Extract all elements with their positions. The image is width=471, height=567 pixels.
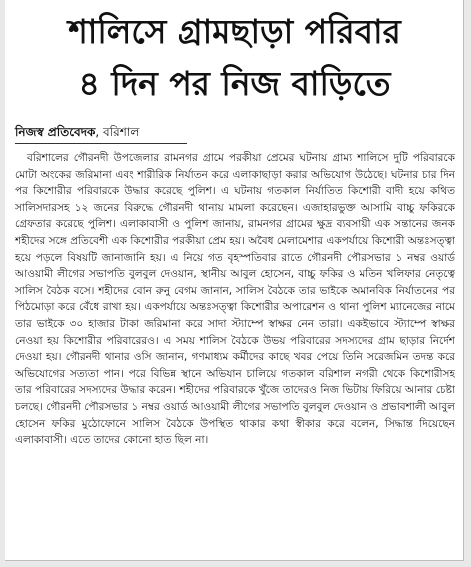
headline-line-2: ৪ দিন পর নিজ বাড়িতে [78,64,391,103]
byline-underline [15,143,187,144]
article-body: বরিশালের গৌরনদী উপজেলার রামনগর গ্রামে পরকীয়া প্রেমের ঘটনায় গ্রাম্য শালিসে দুটি পরিবারকে মোটা অংকের জরিমানা এবং শারীরিক নির্যাতন করে এলাকাছাড়া করার অভিযোগ উঠেছে। ঘটনার চার দিন পর কিশোরীর পরিবারকে উদ্ধার করেছে পুলিশ। এ ঘটনায় গতকাল নির্যাতিত কিশোরী বাদী হয়ে কথিত সালিসদারসহ ১২ জনের বিরুদ্ধে গৌরনদী থানায় মামলা করেছেন। এজাহারভুক্ত আসামি বাচ্চু ফকিরকে গ্রেফতার করেছে পুলিশ। এলাকাবাসী ও পুলিশ জানায়, রামনগর গ্রামের ক্ষুদ্র ব্যবসায়ী এক সন্তানের জনক শহীদের সঙ্গে প্রতিবেশী এক কিশোরীর পরকীয়া প্রেম হয়। অবৈধ মেলামেশার একপর্যায়ে কিশোরী অন্তঃসত্ত্বা হয়ে পড়লে বিষয়টি জানাজানি হয়। এ নিয়ে গত বৃহস্পতিবার রাতে গৌরনদী পৌরসভার ১ নম্বর ওয়ার্ড আওয়ামী লীগের সভাপতি বুলবুল দেওয়ান, স্থানীয় আবুল হোসেন, বাচ্চু ফকির ও মতিন খলিফার নেতৃত্বে সালিস বৈঠক বসে। শহীদের বোন রুনু বেগম জানান, সালিস বৈঠকে তার ভাইকে অমানবিক নির্যাতনের পর পিঠমোড়া করে বেঁধে রাখা হয়। একপর্যায়ে অন্তঃসত্ত্বা কিশোরীর অপারেশন ও থানা পুলিশ ম্যানেজের নামে তার ভাইকে ৩০ হাজার টাকা জরিমানা করে সাদা স্ট্যাম্পে স্বাক্ষর নেন তারা। একইভাবে স্ট্যাম্পে স্বাক্ষর নেওয়া হয় কিশোরীর পরিবারেরও। এ সময় শালিস বৈঠকে উভয় পরিবারের সদস্যদের গ্রাম ছাড়ার নির্দেশ দেওয়া হয়। গৌরনদী থানার ওসি জানান, গণমাধ্যম কর্মীদের কাছে খবর পেয়ে তিনি সরেজমিন তদন্ত করে অভিযোগের সত্যতা পান। পরে বিভিন্ন স্থানে অভিযান চালিয়ে গতকাল বরিশাল নগরী থেকে কিশোরীসহ তার পরিবারের সদস্যদের উদ্ধার করেন। শহীদের পরিবারকে খুঁজে তাদেরও নিজ ভিটায় ফিরিয়ে আনার চেষ্টা চলছে। গৌরনদী পৌরসভার ১ নম্বর ওয়ার্ড আওয়ামী লীগের সভাপতি বুলবুল দেওয়ান ও প্রভাবশালী আবুল হোসেন ফকির মুঠোফোনে সালিস বৈঠকে উপস্থিত থাকার কথা স্বীকার করে বলেন, সিদ্ধান্ত দিয়েছেন এলাকাবাসী। এতে তাদের কোনো হাত ছিল না। [15,152,455,447]
byline-place: , বরিশাল [95,125,140,139]
byline-author: নিজস্ব প্রতিবেদক [15,125,96,139]
headline [5,6,464,110]
headline-line-1: শালিসে গ্রামছাড়া পরিবার [68,12,401,51]
byline [15,124,139,140]
newspaper-clipping [5,0,464,561]
